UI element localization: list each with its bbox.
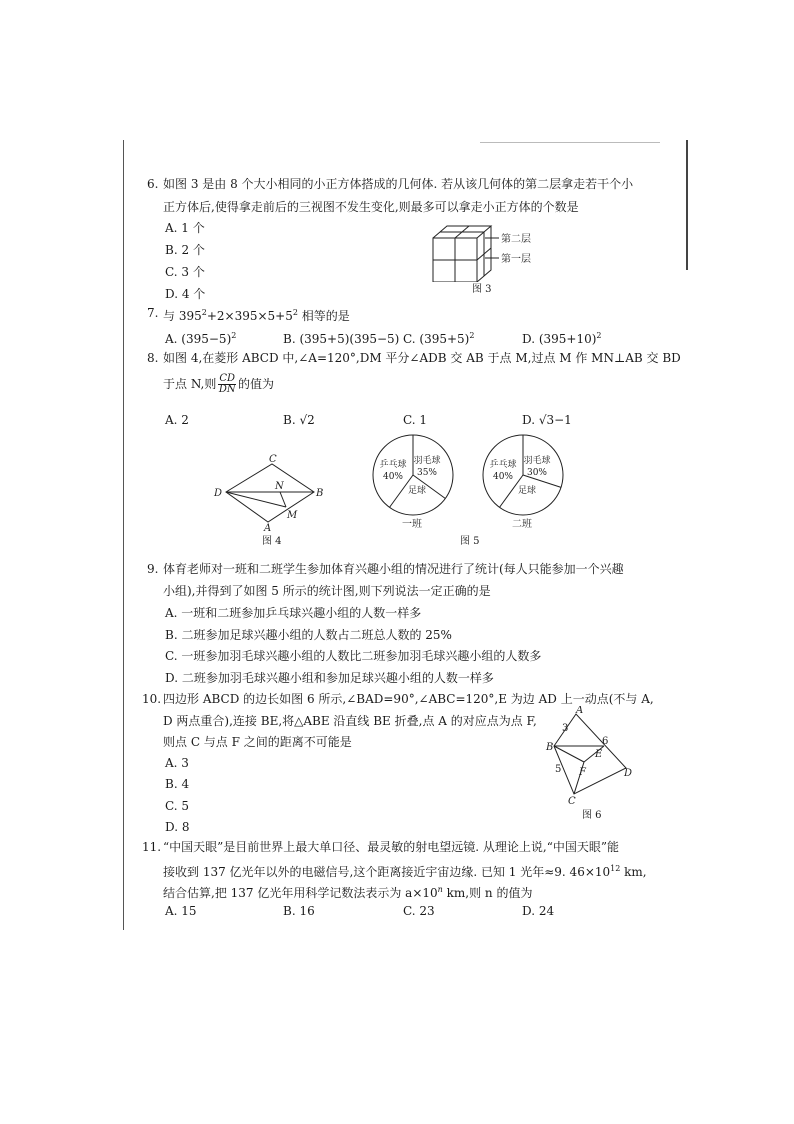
point-label-e: E (595, 749, 603, 760)
pie-slice-label: 乒乓球 (379, 460, 407, 470)
page-left-rule (123, 140, 124, 930)
label-second-layer: 第二层 (501, 234, 531, 245)
question-text: 于点 N,则 $\frac{CD}{DN}$ 的值为 (163, 373, 275, 395)
vertex-label-c: C (269, 454, 277, 465)
option-b[interactable]: B. √2 (283, 413, 315, 427)
fraction-cd-dn: $\frac{CD}{DN}$ (218, 373, 236, 395)
question-number: 8. (147, 351, 159, 365)
figure-caption: 图 5 (460, 536, 480, 547)
option-b[interactable]: B. 二班参加足球兴趣小组的人数占二班总人数的 25% (165, 628, 452, 642)
question-text: 正方体后,使得拿走前后的三视图不发生变化,则最多可以拿走小正方体的个数是 (163, 200, 579, 214)
option-a[interactable]: A. 2 (165, 413, 189, 427)
point-label-f: F (579, 767, 586, 778)
question-text: “中国天眼”是目前世界上最大单口径、最灵敏的射电望远镜. 从理论上说,“中国天眼”能 (163, 840, 619, 854)
question-text: 小组),并得到了如图 5 所示的统计图,则下列说法一定正确的是 (163, 584, 491, 598)
option-c[interactable]: C. $(395+5)^2$ (403, 331, 475, 346)
vertex-label-a: A (576, 706, 584, 716)
pie-slice-value: 40% (492, 472, 514, 482)
figure-caption: 图 4 (262, 536, 282, 547)
option-c[interactable]: C. 1 (403, 413, 428, 427)
figure-caption: 图 6 (582, 810, 602, 821)
question-text: 与 $395^2+2\times 395\times 5+5^2$ 相等的是 (163, 308, 350, 323)
question-text: 体育老师对一班和二班学生参加体育兴趣小组的情况进行了统计(每人只能参加一个兴趣 (163, 562, 624, 576)
edge-length-ab: 3 (562, 723, 569, 734)
edge-length-ad: 6 (602, 736, 609, 747)
pie-chart-name-class-2: 二班 (512, 519, 532, 530)
option-a[interactable]: A. 3 (165, 756, 189, 770)
pie-slice-value: 30% (526, 468, 548, 478)
vertex-label-a: A (264, 523, 272, 532)
pie-slice-label: 乒乓球 (489, 460, 517, 470)
question-text: 则点 C 与点 F 之间的距离不可能是 (163, 735, 352, 749)
pie-slice-label: 羽毛球 (413, 456, 441, 466)
vertex-label-d: D (624, 768, 633, 779)
question-number: 11. (142, 840, 162, 854)
question-text: 四边形 ABCD 的边长如图 6 所示,∠BAD=90°,∠ABC=120°,E 为边 AD 上一动点(不与 A, (163, 692, 654, 706)
option-b[interactable]: B. 16 (283, 904, 315, 918)
page-right-rule (686, 140, 688, 270)
option-d[interactable]: D. 24 (522, 904, 555, 918)
question-number: 9. (147, 562, 159, 576)
option-c[interactable]: C. 5 (165, 799, 190, 813)
label-first-layer: 第一层 (501, 254, 531, 265)
vertex-label-b: B (316, 488, 324, 499)
point-label-m: M (287, 510, 298, 521)
vertex-label-b: B (546, 742, 554, 753)
option-c[interactable]: C. 23 (403, 904, 435, 918)
question-text: 如图 4,在菱形 ABCD 中,∠A=120°,DM 平分∠ADB 交 AB 于点 M,过点 M 作 MN⊥AB 交 BD (163, 351, 681, 365)
figure-3-cube-stack (425, 218, 555, 282)
option-b[interactable]: B. 2 个 (165, 243, 205, 257)
option-b[interactable]: B. 4 (165, 777, 190, 791)
option-d[interactable]: D. √3−1 (522, 413, 572, 427)
option-a[interactable]: A. 15 (165, 904, 197, 918)
option-b[interactable]: B. (395+5)(395−5) (283, 332, 400, 346)
option-d[interactable]: D. $(395+10)^2$ (522, 331, 602, 346)
question-text: 接收到 137 亿光年以外的电磁信号,这个距离接近宇宙边缘. 已知 1 光年≈9. $46\times 10^{12}$ km, (163, 864, 647, 879)
question-number: 7. (147, 306, 159, 320)
pie-chart-name-class-1: 一班 (402, 519, 422, 530)
question-number: 10. (142, 692, 162, 706)
figure-caption: 图 3 (472, 284, 492, 295)
vertex-label-d: D (214, 488, 223, 499)
option-a[interactable]: A. 1 个 (165, 221, 205, 235)
page-top-rule (480, 142, 660, 143)
figure-6-quadrilateral (538, 706, 638, 808)
option-a[interactable]: A. 一班和二班参加乒乓球兴趣小组的人数一样多 (165, 606, 422, 620)
option-c[interactable]: C. 一班参加羽毛球兴趣小组的人数比二班参加羽毛球兴趣小组的人数多 (165, 649, 542, 663)
option-d[interactable]: D. 二班参加羽毛球兴趣小组和参加足球兴趣小组的人数一样多 (165, 671, 494, 685)
question-text: 如图 3 是由 8 个大小相同的小正方体搭成的几何体. 若从该几何体的第二层拿走若干个小 (163, 177, 634, 191)
pie-chart-class-2 (478, 430, 578, 530)
question-text: 结合估算,把 137 亿光年用科学记数法表示为 $a\times 10^n$ km,则 n 的值为 (163, 885, 533, 900)
vertex-label-c: C (568, 796, 576, 807)
option-d[interactable]: D. 8 (165, 820, 190, 834)
option-d[interactable]: D. 4 个 (165, 287, 206, 301)
option-c[interactable]: C. 3 个 (165, 265, 205, 279)
pie-slice-label: 足球 (407, 486, 427, 496)
figure-4-rhombus (208, 452, 328, 532)
option-a[interactable]: A. $(395-5)^2$ (165, 331, 237, 346)
pie-slice-value: 40% (382, 472, 404, 482)
point-label-n: N (275, 481, 284, 492)
question-number: 6. (147, 177, 159, 191)
edge-length-bc: 5 (555, 764, 562, 775)
pie-slice-label: 羽毛球 (523, 456, 551, 466)
pie-slice-value: 35% (416, 468, 438, 478)
question-text: D 两点重合),连接 BE,将△ABE 沿直线 BE 折叠,点 A 的对应点为点 F, (163, 714, 537, 728)
pie-slice-label: 足球 (517, 486, 537, 496)
